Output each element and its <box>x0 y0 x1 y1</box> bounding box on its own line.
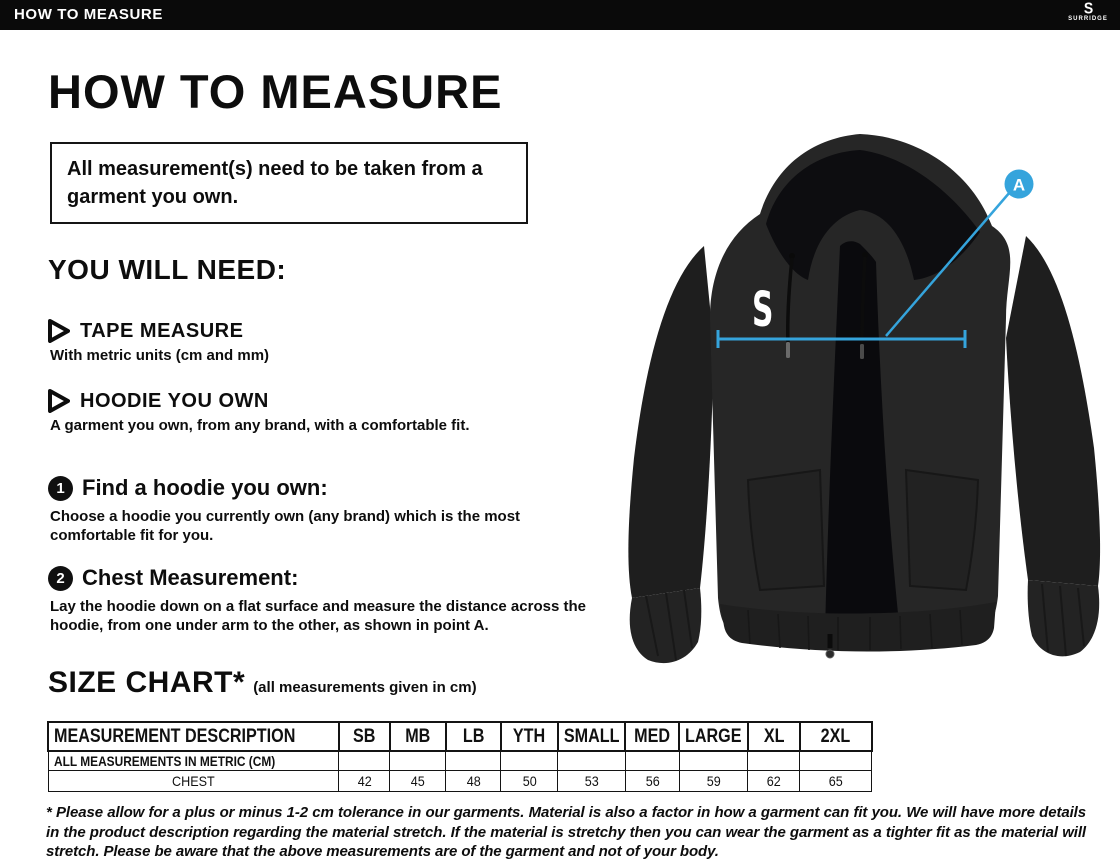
size-chart-table <box>47 721 873 792</box>
hoodie-left-arm <box>628 246 714 598</box>
column-header: LARGE <box>685 725 742 747</box>
point-a-label: A <box>1012 175 1026 195</box>
need-item-title: TAPE MEASURE <box>80 319 244 342</box>
need-item-description: A garment you own, from any brand, with a comfortable fit. <box>50 417 470 434</box>
drawstring-aglet <box>786 342 790 358</box>
column-header: LB <box>462 725 485 747</box>
column-header: MB <box>405 725 431 747</box>
size-chart-subtitle: (all measurements given in cm) <box>253 679 477 696</box>
step-title: Find a hoodie you own: <box>82 475 328 500</box>
hoodie-left-cuff <box>630 588 702 663</box>
surridge-logo-text: SURRIDGE <box>1068 16 1108 22</box>
cell-value: 59 <box>706 772 721 789</box>
need-item-tape-measure <box>48 319 243 343</box>
column-header: SB <box>353 725 376 747</box>
need-item-hoodie <box>48 389 269 413</box>
cell-value: 45 <box>410 772 425 789</box>
table-row <box>48 751 872 770</box>
column-header: MED <box>634 725 671 747</box>
hoodie-right-arm <box>1006 236 1100 586</box>
top-bar-title: HOW TO MEASURE <box>14 6 163 23</box>
step-1-header <box>48 475 328 501</box>
triangle-bullet-icon <box>48 319 70 343</box>
cell-value: 48 <box>466 772 481 789</box>
surridge-logo <box>1064 1 1112 23</box>
step-number-badge: 1 <box>48 476 73 501</box>
you-will-need-heading: YOU WILL NEED: <box>48 254 287 285</box>
size-chart-title: SIZE CHART* <box>48 666 246 699</box>
right-pocket <box>906 470 978 590</box>
cell-value: 65 <box>828 772 843 789</box>
page-title: HOW TO MEASURE <box>48 65 503 118</box>
table-header-row <box>48 722 872 751</box>
row-label: CHEST <box>172 772 215 789</box>
measurement-note-box: All measurement(s) need to be taken from a garment you own. <box>50 142 528 224</box>
drawstring-aglet <box>860 344 864 359</box>
column-header: SMALL <box>563 725 620 747</box>
hoodie-figure <box>608 128 1120 673</box>
table-row <box>48 770 872 791</box>
cell-value: 53 <box>584 772 599 789</box>
size-chart-heading <box>48 666 477 700</box>
need-item-title: HOODIE YOU OWN <box>80 389 269 412</box>
step-title: Chest Measurement: <box>82 565 299 590</box>
left-pocket <box>748 470 824 590</box>
step-1-description: Choose a hoodie you currently own (any brand) which is the most comfortable fit for you. <box>50 508 521 544</box>
top-bar <box>0 0 1120 30</box>
cell-value: 42 <box>357 772 372 789</box>
hoodie-illustration <box>608 128 1120 673</box>
need-item-description: With metric units (cm and mm) <box>50 347 270 364</box>
step-2-header <box>48 565 298 591</box>
garment-logo: S <box>752 282 774 339</box>
cell-value: 50 <box>522 772 537 789</box>
step-number-badge: 2 <box>48 566 73 591</box>
column-header: MEASUREMENT DESCRIPTION <box>54 725 296 747</box>
cell-value: 62 <box>766 772 781 789</box>
column-header: YTH <box>513 725 546 747</box>
column-header: XL <box>763 725 785 747</box>
tolerance-disclaimer: * Please allow for a plus or minus 1-2 cm tolerance in our garments. Material is also a factor in how a garment can fit you. We will have more details in the product description regarding the material stretch. If the material is stretchy then you can wear the garment as a tighter fit as the material will stretch. Please be aware that the above measurements are of the garment and not of your body. <box>46 804 1086 860</box>
surridge-s-icon: S <box>1083 0 1093 18</box>
zipper-pull <box>826 650 834 658</box>
step-2-description: Lay the hoodie down on a flat surface and measure the distance across the hoodie, from one under arm to the other, as shown in point A. <box>50 598 586 634</box>
row-label: ALL MEASUREMENTS IN METRIC (CM) <box>53 752 275 769</box>
column-header: 2XL <box>821 725 851 747</box>
triangle-bullet-icon <box>48 389 70 413</box>
cell-value: 56 <box>645 772 660 789</box>
